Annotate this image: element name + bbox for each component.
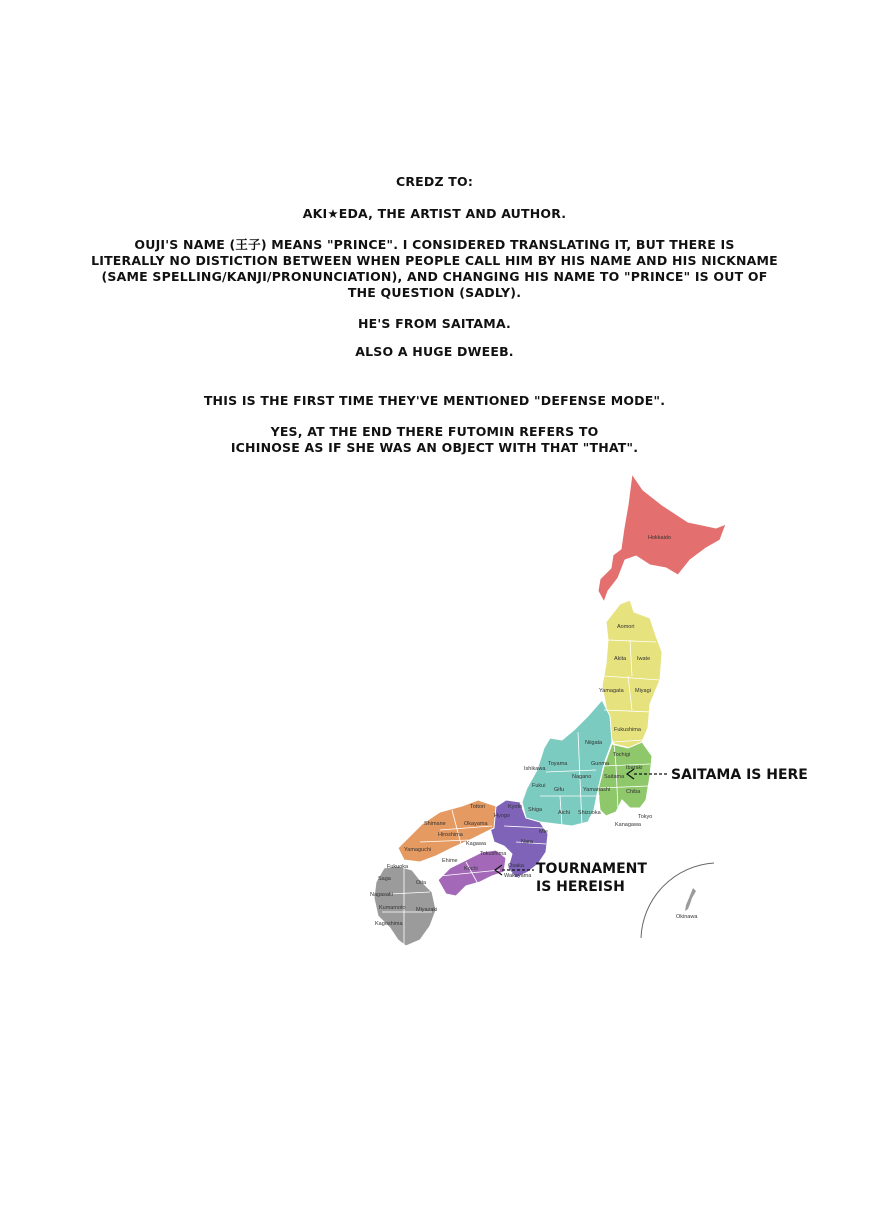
label-nara: Nara bbox=[521, 839, 533, 845]
label-miyazaki: Miyazaki bbox=[416, 907, 438, 913]
label-fukui: Fukui bbox=[532, 783, 546, 789]
saitama-callout-text: Saitama is here bbox=[671, 767, 808, 783]
label-fukuoka: Fukuoka bbox=[387, 864, 409, 870]
note-saitama: HE'S FROM SAITAMA. bbox=[357, 316, 511, 331]
label-shizuoka: Shizuoka bbox=[578, 810, 601, 816]
label-tokushima: Tokushima bbox=[480, 851, 507, 857]
tournament-callout-line1: Tournament bbox=[536, 861, 647, 877]
label-miyagi: Miyagi bbox=[635, 688, 651, 694]
label-kumamoto: Kumamoto bbox=[379, 905, 406, 911]
label-tottori: Tottori bbox=[470, 804, 485, 810]
note-futomin: YES, AT THE END THERE FUTOMIN REFERS TO ICHINOSE AS IF SHE WAS AN OBJECT WITH THAT "THAT". bbox=[230, 424, 639, 455]
prefecture-labels bbox=[370, 535, 698, 927]
tournament-callout-line2: is hereish bbox=[536, 879, 625, 895]
label-gifu: Gifu bbox=[554, 787, 565, 793]
label-ehime: Ehime bbox=[442, 858, 458, 864]
label-saitama: Saitama bbox=[604, 774, 625, 780]
saitama-callout bbox=[627, 767, 808, 783]
credit-artist: AKI★EDA, THE ARTIST AND AUTHOR. bbox=[302, 206, 567, 221]
label-hyogo: Hyogo bbox=[494, 813, 510, 819]
label-kochi: Kochi bbox=[464, 866, 478, 872]
label-hokkaido: Hokkaido bbox=[648, 535, 671, 541]
note-defense-mode: THIS IS THE FIRST TIME THEY'VE MENTIONED "DEFENSE MODE". bbox=[203, 393, 666, 408]
label-kanagawa: Kanagawa bbox=[615, 822, 641, 828]
label-tochigi: Tochigi bbox=[613, 752, 631, 758]
label-kagawa: Kagawa bbox=[466, 841, 486, 847]
label-niigata: Niigata bbox=[585, 740, 603, 746]
label-akita: Akita bbox=[614, 656, 627, 662]
label-ishikawa: Ishikawa bbox=[524, 766, 546, 772]
label-osaka: Osaka bbox=[508, 863, 524, 869]
label-yamagata: Yamagata bbox=[599, 688, 624, 694]
note-dweeb: ALSO A HUGE DWEEB. bbox=[355, 344, 514, 359]
label-ibaraki: Ibaraki bbox=[626, 765, 643, 771]
label-shiga: Shiga bbox=[528, 807, 543, 813]
label-yamanashi: Yamanashi bbox=[583, 787, 611, 793]
label-okayama: Okayama bbox=[464, 821, 488, 827]
label-hiroshima: Hiroshima bbox=[438, 832, 463, 838]
label-aichi: Aichi bbox=[558, 810, 570, 816]
label-yamaguchi: Yamaguchi bbox=[404, 847, 432, 853]
label-iwate: Iwate bbox=[637, 656, 651, 662]
label-aomori: Aomori bbox=[617, 624, 635, 630]
label-mie: Mie bbox=[539, 829, 548, 835]
label-tokyo: Tokyo bbox=[638, 814, 653, 820]
label-chiba: Chiba bbox=[626, 789, 641, 795]
label-oita: Oita bbox=[416, 880, 427, 886]
label-saga: Saga bbox=[378, 876, 391, 882]
label-okinawa: Okinawa bbox=[676, 914, 698, 920]
label-fukushima: Fukushima bbox=[614, 727, 641, 733]
okinawa-shape bbox=[685, 888, 696, 911]
label-kagoshima: Kagoshima bbox=[375, 921, 403, 927]
label-nagano: Nagano bbox=[572, 774, 592, 780]
note-ouji-name: OUJI'S NAME (王子) MEANS "PRINCE". I CONSIDERED TRANSLATING IT, BUT THERE IS LITERALLY NO DISTICTION BETWEEN WHEN PEOPLE CALL HIM BY HIS NAME AND HIS NICKNAME (SAME SPELLING/KANJI/PRONUNCIATION), AND CHANGING HIS NAME TO "PRINCE" IS OUT OF THE QUESTION (SADLY). bbox=[91, 237, 778, 300]
credits-header: CREDZ TO: bbox=[395, 174, 474, 189]
label-gunma: Gunma bbox=[591, 761, 610, 767]
okinawa-inset-frame bbox=[641, 863, 714, 938]
label-shimane: Shimane bbox=[424, 821, 446, 827]
label-wakayama: Wakayama bbox=[504, 873, 532, 879]
label-kyoto: Kyoto bbox=[508, 804, 523, 810]
okinawa-inset bbox=[641, 863, 714, 938]
label-toyama: Toyama bbox=[548, 761, 568, 767]
label-nagasaki: Nagasaki bbox=[370, 892, 393, 898]
